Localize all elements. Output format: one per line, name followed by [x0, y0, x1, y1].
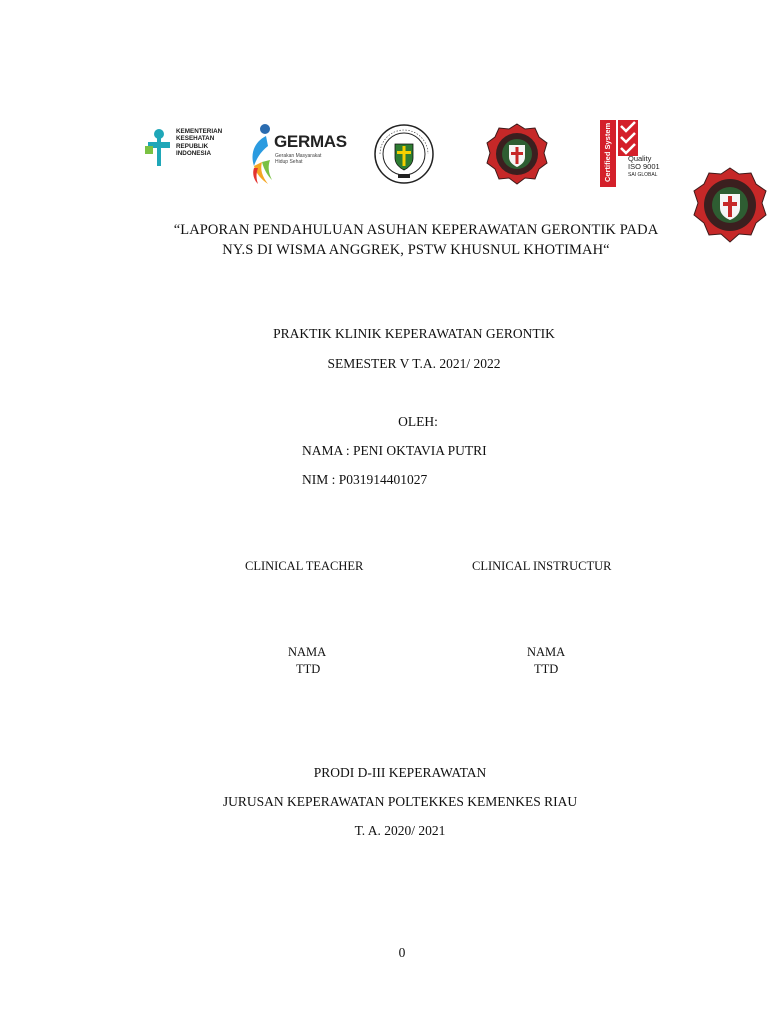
semester-label: SEMESTER V T.A. 2021/ 2022: [327, 356, 501, 371]
author-name: NAMA : PENI OKTAVIA PUTRI: [302, 443, 487, 458]
germas-logo: [246, 122, 347, 188]
instructor-name-placeholder: NAMA: [527, 645, 566, 659]
author-nim: NIM : P031914401027: [302, 472, 428, 487]
iso-9001-certificate: [600, 120, 670, 190]
instructor-signature-placeholder: TTD: [534, 662, 559, 676]
kemenkes-logo: [144, 124, 224, 174]
report-title-line-2: NY.S DI WISMA ANGGREK, PSTW KHUSNUL KHOTIMAH“: [222, 242, 610, 258]
teacher-name-placeholder: NAMA: [288, 645, 327, 659]
poltekkes-riau-emblem: [374, 124, 434, 184]
poltekkes-emblem-icon: [374, 124, 434, 184]
iso-label: Quality ISO 9001 SAI GLOBAL: [628, 154, 660, 179]
germas-wordmark: GERMAS: [274, 132, 347, 151]
poltekkes-kemenkes-icon: [486, 123, 548, 185]
kemenkes-icon: [144, 124, 174, 172]
kemenkes-wordmark: KEMENTERIAN KESEHATAN REPUBLIK INDONESIA: [176, 128, 223, 158]
teacher-signature-placeholder: TTD: [296, 662, 321, 676]
report-title-line-1: “LAPORAN PENDAHULUAN ASUHAN KEPERAWATAN GERONTIK PADA: [173, 222, 659, 238]
germas-icon: [246, 122, 276, 186]
report-title: [32, 220, 768, 260]
iso-certified-icon: [618, 120, 638, 156]
poltekkes-kemenkes-emblem-1: [486, 123, 548, 185]
clinical-instructor-heading: CLINICAL INSTRUCTUR: [472, 559, 612, 573]
clinical-teacher-heading: CLINICAL TEACHER: [245, 559, 364, 573]
study-program: PRODI D-III KEPERAWATAN: [313, 765, 487, 780]
course-name: PRAKTIK KLINIK KEPERAWATAN GERONTIK: [273, 326, 555, 341]
germas-tagline: Gerakan Masyarakat Hidup Sehat: [275, 153, 322, 165]
academic-year: T. A. 2020/ 2021: [354, 823, 446, 838]
certified-system-strip: Certified System: [600, 120, 616, 187]
department-name: JURUSAN KEPERAWATAN POLTEKKES KEMENKES RIAU: [222, 794, 578, 809]
oleh-label: OLEH:: [398, 414, 438, 429]
page-number: 0: [398, 945, 406, 960]
